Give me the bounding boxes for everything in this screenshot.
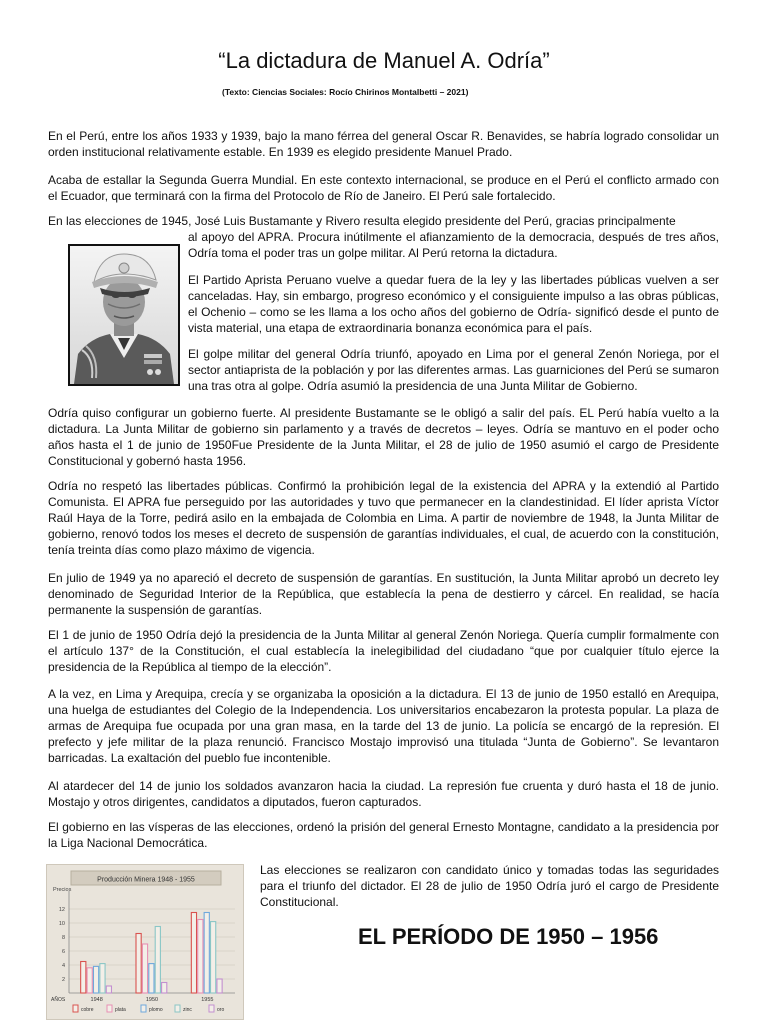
paragraph-13: Las elecciones se realizaron con candidato único y tomadas todas las seguridades para el triunfo del dictador. El 28 de julio de 1950 Odría juró el cargo de Presidente Constitucional. [260,863,719,909]
paragraph-4: El Partido Aprista Peruano vuelve a quedar fuera de la ley y las libertades públicas vuelven a ser canceladas. Hay, sin embargo, progreso económico y el consiguiente impulso a las obras públicas, el Ochenio – como se les llama a los ocho años del gobierno de Odría- significó desde el punto de vista material, una etapa de extraordinaria bonanza económica para el país. [188,273,719,335]
paragraph-11: Al atardecer del 14 de junio los soldados avanzaron hacia la ciudad. La represión fue cruenta y duró hasta el 18 de junio. Mostajo y otros dirigentes, candidatos a diputados, fueron capturados. [48,779,719,809]
mining-production-chart [46,864,244,1020]
paragraph-5: El golpe militar del general Odría triunfó, apoyado en Lima por el general Zenón Noriega, por el sector antiaprista de la población y por las diferentes armas. Las guarniciones del Perú se sumaron una tras otra al golpe. Odría asumió la presidencia de una Junta Militar de Gobierno. [188,347,719,393]
chart-bar-plomo-1955 [204,913,209,994]
legend-label-cobre: cobre [81,1007,94,1013]
chart-y-tick-label: 6 [61,949,65,955]
legend-swatch-plata [107,1005,112,1012]
chart-bar-plata-1955 [198,920,203,994]
chart-y-tick-label: 10 [58,921,65,927]
paragraph-2: Acaba de estallar la Segunda Guerra Mundial. En este contexto internacional, se produce en el Perú el conflicto armado con el Ecuador, que terminará con la firma del Protocolo de Río de Janeiro. El Perú sale fortalecido. [48,173,719,203]
paragraph-1: En el Perú, entre los años 1933 y 1939, bajo la mano férrea del general Oscar R. Benavides, se habría logrado consolidar un orden institucional relativamente estable. En 1939 es elegido presidente Manuel Prado. [48,129,719,159]
chart-bar-plata-1950 [142,944,147,993]
legend-swatch-plomo [141,1005,146,1012]
paragraph-9: El 1 de junio de 1950 Odría dejó la presidencia de la Junta Militar al general Zenón Noriega. Quería cumplir formalmente con el artículo 137° de la Constitución, el cual establecía la inelegibilidad del ciudadano “que por cualquier título ejerce la presidencia de la República al tiempo de la elección”. [48,628,719,674]
chart-y-tick-label: 4 [61,963,65,969]
chart-bar-oro-1948 [106,986,111,993]
legend-label-zinc: zinc [183,1007,192,1013]
odria-portrait-photo [68,244,180,386]
chart-x-tick-label: 1950 [145,997,159,1003]
chart-x-tick-label: 1948 [90,997,103,1003]
chart-bar-oro-1955 [217,979,222,993]
paragraph-12: El gobierno en las vísperas de las elecciones, ordenó la prisión del general Ernesto Montagne, candidato a la presidencia por la Liga Nacional Democrática. [48,820,719,850]
chart-bar-cobre-1950 [136,934,141,994]
chart-y-tick-label: 8 [61,935,65,941]
legend-label-plomo: plomo [149,1007,163,1013]
chart-bar-plomo-1948 [93,966,98,993]
paragraph-10: A la vez, en Lima y Arequipa, crecía y se organizaba la oposición a la dictadura. El 13 de junio de 1950 estalló en Arequipa, una huelga de estudiantes del Colegio de la Independencia. Los universitarios encabezaron la protesta popular. La plaza de armas de Arequipa fue ocupada por una gran masa, en la tarde del 13 de junio. La policía se encargó de la represión. El prefecto y jefe militar de la plaza renunció. Francisco Mostajo improvisó una titulada “Junta de Gobierno”. Se levantaron barricadas. La exaltación del pueblo fue incontenible. [48,687,719,765]
chart-bar-zinc-1948 [100,964,105,993]
chart-bar-zinc-1950 [155,927,160,994]
paragraph-6: Odría quiso configurar un gobierno fuerte. Al presidente Bustamante se le obligó a salir del país. EL Perú había vuelto a la dictadura. La Junta Militar de gobierno sin parlamento y a través de decretos – leyes. Odría se mantuvo en el poder ocho años hasta el 1 de junio de 1950Fue Presidente de la Junta Militar, el 28 de julio de 1950 asumió el cargo de Presidente Constitucional y gobernó hasta 1956. [48,406,719,468]
paragraph-3-continued: al apoyo del APRA. Procura inútilmente el afianzamiento de la democracia, después de tres años, Odría toma el poder tras un golpe militar. Al Perú retorna la dictadura. [188,230,719,260]
chart-svg [47,865,243,1019]
chart-bar-plomo-1950 [149,964,154,993]
chart-bar-oro-1950 [162,983,167,994]
paragraph-8: En julio de 1949 ya no apareció el decreto de suspensión de garantías. En sustitución, la Junta Militar aprobó un decreto ley denominado de Seguridad Interior de la República, que establecía la pena de destierro y cárcel. En realidad, se hacía permanente la suspensión de garantías. [48,571,719,617]
chart-bar-cobre-1955 [191,913,196,994]
chart-bar-plata-1948 [87,968,92,993]
chart-y-label: Precios [53,887,72,893]
paragraph-3-lead: En las elecciones de 1945, José Luis Bustamante y Rivero resulta elegido presidente del Perú, gracias principalmente [48,214,676,228]
legend-swatch-cobre [73,1005,78,1012]
portrait-image [70,246,178,384]
paragraph-7: Odría no respetó las libertades públicas. Confirmó la prohibición legal de la existencia del APRA y la extendió al Partido Comunista. El APRA fue perseguido por las autoridades y tuvo que permanecer en la clandestinidad. El líder aprista Víctor Raúl Haya de la Torre, pedirá asilo en la embajada de Colombia en Lima. A partir de noviembre de 1948, la Junta Militar de gobierno, renovó todos los meses el decreto de suspensión de garantías individuales, el cual, de acuerdo con la constitución, tenía treinta días como plazo máximo de vigencia. [48,479,719,557]
chart-y-tick-label: 12 [58,907,65,913]
chart-bar-cobre-1948 [81,962,86,994]
document-title: “La dictadura de Manuel A. Odría” [218,48,550,73]
legend-label-plata: plata [115,1007,126,1013]
legend-swatch-zinc [175,1005,180,1012]
legend-label-oro: oro [217,1007,225,1013]
chart-title: Producción Minera 1948 - 1955 [97,876,195,884]
legend-swatch-oro [209,1005,214,1012]
section-heading: EL PERÍODO DE 1950 – 1956 [358,924,659,949]
chart-y-tick-label: 2 [61,977,65,983]
chart-x-tick-label: 1955 [201,997,214,1003]
source-credit: (Texto: Ciencias Sociales: Rocío Chirinos Montalbetti – 2021) [222,87,469,97]
chart-bar-zinc-1955 [211,922,216,993]
chart-x-prefix: AÑOS [51,997,66,1003]
